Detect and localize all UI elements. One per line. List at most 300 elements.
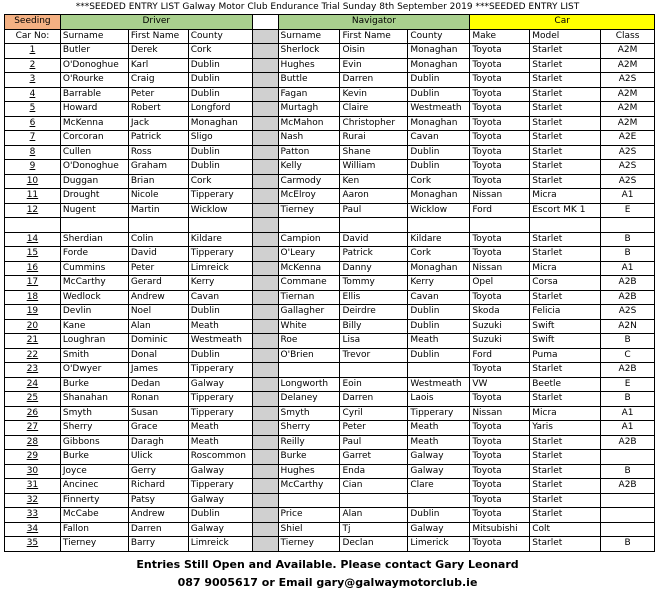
car-number: 16	[5, 261, 61, 276]
driver-county: Cork	[188, 174, 252, 189]
car-model: Starlet	[530, 131, 601, 146]
driver-first-name: Patrick	[128, 131, 188, 146]
car-class: B	[601, 334, 655, 349]
driver-surname: Barrable	[60, 87, 128, 102]
navigator-first-name: Claire	[340, 102, 408, 117]
spacer-cell	[252, 102, 278, 117]
driver-first-name: Grace	[128, 421, 188, 436]
navigator-surname: Hughes	[278, 58, 340, 73]
car-make: Nissan	[470, 261, 530, 276]
car-class: B	[601, 392, 655, 407]
driver-surname: Cullen	[60, 145, 128, 160]
car-class: A2M	[601, 102, 655, 117]
spacer-cell	[252, 247, 278, 262]
driver-county: Tipperary	[188, 363, 252, 378]
spacer-cell	[252, 29, 278, 44]
car-class	[601, 522, 655, 537]
navigator-county: Laois	[408, 392, 470, 407]
footer-contact: 087 9005617 or Email gary@galwaymotorclub.ie	[177, 576, 478, 589]
driver-county: Cavan	[188, 290, 252, 305]
column-header-row	[5, 29, 655, 44]
car-model	[530, 218, 601, 233]
car-class: A2S	[601, 174, 655, 189]
spacer-cell	[252, 189, 278, 204]
car-make: Toyota	[470, 102, 530, 117]
driver-county: Tipperary	[188, 247, 252, 262]
car-number: 12	[5, 203, 61, 218]
navigator-first-name: Kevin	[340, 87, 408, 102]
table-row	[5, 73, 655, 88]
driver-first-name: Susan	[128, 406, 188, 421]
driver-county: Dublin	[188, 73, 252, 88]
navigator-surname: Burke	[278, 450, 340, 465]
car-class: A2B	[601, 276, 655, 291]
driver-first-name: Craig	[128, 73, 188, 88]
driver-first-name: Robert	[128, 102, 188, 117]
make-header: Make	[470, 29, 530, 44]
navigator-first-name: Alan	[340, 508, 408, 523]
car-make: Toyota	[470, 247, 530, 262]
navigator-first-name: Enda	[340, 464, 408, 479]
car-class	[601, 493, 655, 508]
driver-surname: Finnerty	[60, 493, 128, 508]
navigator-county: Dublin	[408, 73, 470, 88]
car-model: Starlet	[530, 232, 601, 247]
navigator-surname-header: Surname	[278, 29, 340, 44]
driver-county: Kildare	[188, 232, 252, 247]
driver-county: Monaghan	[188, 116, 252, 131]
car-make: Toyota	[470, 508, 530, 523]
car-make: Toyota	[470, 421, 530, 436]
car-model: Starlet	[530, 73, 601, 88]
table-row	[5, 189, 655, 204]
driver-surname: McKenna	[60, 116, 128, 131]
spacer-cell	[252, 406, 278, 421]
car-number: 28	[5, 435, 61, 450]
driver-surname: Cummins	[60, 261, 128, 276]
driver-first-name: Daragh	[128, 435, 188, 450]
spacer-cell	[252, 203, 278, 218]
table-row	[5, 58, 655, 73]
car-number: 34	[5, 522, 61, 537]
car-model: Starlet	[530, 145, 601, 160]
car-make: Toyota	[470, 131, 530, 146]
car-number: 7	[5, 131, 61, 146]
navigator-surname: McCarthy	[278, 479, 340, 494]
driver-county: Galway	[188, 464, 252, 479]
driver-first-name: Karl	[128, 58, 188, 73]
car-make: Toyota	[470, 363, 530, 378]
car-class: A2S	[601, 160, 655, 175]
navigator-surname: Roe	[278, 334, 340, 349]
navigator-first-name: Billy	[340, 319, 408, 334]
car-model: Micra	[530, 189, 601, 204]
car-class	[601, 508, 655, 523]
driver-county-header: County	[188, 29, 252, 44]
navigator-first-name-header: First Name	[340, 29, 408, 44]
driver-county: Dublin	[188, 348, 252, 363]
driver-first-name: Patsy	[128, 493, 188, 508]
car-model: Starlet	[530, 174, 601, 189]
car-model: Escort MK 1	[530, 203, 601, 218]
driver-surname: O'Rourke	[60, 73, 128, 88]
driver-county: Tipperary	[188, 189, 252, 204]
table-row	[5, 537, 655, 552]
table-row	[5, 392, 655, 407]
navigator-county: Galway	[408, 464, 470, 479]
navigator-county: Tipperary	[408, 406, 470, 421]
driver-first-name: Ross	[128, 145, 188, 160]
car-number: 20	[5, 319, 61, 334]
navigator-county: Wicklow	[408, 203, 470, 218]
spacer-cell	[252, 131, 278, 146]
driver-surname: Loughran	[60, 334, 128, 349]
car-model: Starlet	[530, 102, 601, 117]
navigator-surname: Tierney	[278, 537, 340, 552]
table-row	[5, 348, 655, 363]
car-model: Swift	[530, 334, 601, 349]
navigator-first-name: Declan	[340, 537, 408, 552]
car-class: A2B	[601, 479, 655, 494]
car-class: A1	[601, 189, 655, 204]
spacer-cell	[252, 450, 278, 465]
car-class: C	[601, 348, 655, 363]
driver-surname: Duggan	[60, 174, 128, 189]
driver-surname: O'Donoghue	[60, 58, 128, 73]
driver-surname: McCarthy	[60, 276, 128, 291]
class-header: Class	[601, 29, 655, 44]
footer-entries-open: Entries Still Open and Available. Please contact Gary Leonard	[136, 558, 519, 571]
car-number: 2	[5, 58, 61, 73]
navigator-first-name: Ken	[340, 174, 408, 189]
car-number: 19	[5, 305, 61, 320]
car-class: B	[601, 464, 655, 479]
car-class: B	[601, 232, 655, 247]
navigator-surname	[278, 493, 340, 508]
spacer-cell	[252, 218, 278, 233]
car-class: A2M	[601, 44, 655, 59]
car-model: Starlet	[530, 44, 601, 59]
navigator-first-name: Lisa	[340, 334, 408, 349]
table-row	[5, 479, 655, 494]
table-row	[5, 145, 655, 160]
driver-first-name: Nicole	[128, 189, 188, 204]
car-number: 8	[5, 145, 61, 160]
spacer-cell	[252, 319, 278, 334]
navigator-county: Monaghan	[408, 44, 470, 59]
navigator-surname: McKenna	[278, 261, 340, 276]
navigator-surname: Fagan	[278, 87, 340, 102]
navigator-county: Monaghan	[408, 261, 470, 276]
car-number: 30	[5, 464, 61, 479]
car-make: Ford	[470, 203, 530, 218]
car-class: A2S	[601, 73, 655, 88]
navigator-first-name: Aaron	[340, 189, 408, 204]
car-class: A2N	[601, 319, 655, 334]
car-number: 32	[5, 493, 61, 508]
table-row	[5, 247, 655, 262]
driver-surname: Forde	[60, 247, 128, 262]
car-class	[601, 218, 655, 233]
car-number	[5, 218, 61, 233]
car-make: Toyota	[470, 392, 530, 407]
spacer-cell	[252, 464, 278, 479]
navigator-county: Dublin	[408, 145, 470, 160]
driver-first-name: Jack	[128, 116, 188, 131]
table-row	[5, 218, 655, 233]
car-model: Starlet	[530, 493, 601, 508]
navigator-surname	[278, 218, 340, 233]
car-number: 33	[5, 508, 61, 523]
spacer-cell	[252, 334, 278, 349]
car-model: Micra	[530, 406, 601, 421]
driver-surname: Nugent	[60, 203, 128, 218]
driver-county: Meath	[188, 319, 252, 334]
car-number: 18	[5, 290, 61, 305]
driver-county: Dublin	[188, 508, 252, 523]
spacer-cell	[252, 160, 278, 175]
navigator-county: Westmeath	[408, 102, 470, 117]
car-number: 31	[5, 479, 61, 494]
navigator-first-name: Paul	[340, 203, 408, 218]
car-number: 4	[5, 87, 61, 102]
navigator-county: Kildare	[408, 232, 470, 247]
car-header: Car	[470, 15, 655, 30]
car-make: Toyota	[470, 464, 530, 479]
navigator-county: Monaghan	[408, 189, 470, 204]
car-number: 23	[5, 363, 61, 378]
table-row	[5, 102, 655, 117]
spacer-cell	[252, 493, 278, 508]
driver-first-name: David	[128, 247, 188, 262]
car-model: Starlet	[530, 392, 601, 407]
driver-surname: Smith	[60, 348, 128, 363]
driver-surname: Wedlock	[60, 290, 128, 305]
spacer-cell	[252, 363, 278, 378]
car-make: Toyota	[470, 116, 530, 131]
car-class: A2S	[601, 145, 655, 160]
driver-surname: Devlin	[60, 305, 128, 320]
navigator-surname: Longworth	[278, 377, 340, 392]
spacer-cell	[252, 58, 278, 73]
driver-first-name: Darren	[128, 522, 188, 537]
driver-first-name-header: First Name	[128, 29, 188, 44]
car-make: Toyota	[470, 73, 530, 88]
car-make: Toyota	[470, 290, 530, 305]
navigator-county: Cork	[408, 174, 470, 189]
car-class: A1	[601, 421, 655, 436]
driver-surname: O'Donoghue	[60, 160, 128, 175]
navigator-county-header: County	[408, 29, 470, 44]
navigator-surname: Shiel	[278, 522, 340, 537]
table-row	[5, 261, 655, 276]
navigator-first-name: David	[340, 232, 408, 247]
car-number: 9	[5, 160, 61, 175]
navigator-first-name: Deirdre	[340, 305, 408, 320]
navigator-county: Galway	[408, 450, 470, 465]
navigator-county: Monaghan	[408, 58, 470, 73]
car-model: Starlet	[530, 160, 601, 175]
car-make: Toyota	[470, 493, 530, 508]
driver-surname	[60, 218, 128, 233]
car-make: Toyota	[470, 174, 530, 189]
car-make: Opel	[470, 276, 530, 291]
navigator-county: Galway	[408, 522, 470, 537]
driver-first-name: Andrew	[128, 290, 188, 305]
table-row	[5, 131, 655, 146]
navigator-first-name: Ellis	[340, 290, 408, 305]
table-row	[5, 508, 655, 523]
car-number: 24	[5, 377, 61, 392]
navigator-surname: Commane	[278, 276, 340, 291]
navigator-surname: Carmody	[278, 174, 340, 189]
car-model: Starlet	[530, 537, 601, 552]
navigator-county: Dublin	[408, 348, 470, 363]
navigator-first-name: Paul	[340, 435, 408, 450]
navigator-surname: McElroy	[278, 189, 340, 204]
navigator-header: Navigator	[278, 15, 470, 30]
spacer-cell	[252, 145, 278, 160]
navigator-surname: Tiernan	[278, 290, 340, 305]
car-make: Toyota	[470, 160, 530, 175]
car-class: A2M	[601, 87, 655, 102]
navigator-county: Cavan	[408, 131, 470, 146]
page-title: ***SEEDED ENTRY LIST Galway Motor Club Endurance Trial Sunday 8th September 2019 ***SEEDED ENTRY LIST	[75, 2, 580, 12]
car-number: 21	[5, 334, 61, 349]
navigator-first-name: Rurai	[340, 131, 408, 146]
navigator-surname: Sherry	[278, 421, 340, 436]
navigator-county: Dublin	[408, 319, 470, 334]
navigator-county: Kerry	[408, 276, 470, 291]
driver-county: Meath	[188, 435, 252, 450]
car-class: A1	[601, 406, 655, 421]
navigator-surname: Smyth	[278, 406, 340, 421]
table-row	[5, 493, 655, 508]
car-number: 26	[5, 406, 61, 421]
navigator-surname: O'Brien	[278, 348, 340, 363]
navigator-county: Dublin	[408, 305, 470, 320]
car-make: Toyota	[470, 87, 530, 102]
car-model: Starlet	[530, 363, 601, 378]
driver-county: Limreick	[188, 261, 252, 276]
driver-first-name: Donal	[128, 348, 188, 363]
car-no-header: Car No:	[5, 29, 61, 44]
car-number: 5	[5, 102, 61, 117]
car-make: Nissan	[470, 189, 530, 204]
car-model: Swift	[530, 319, 601, 334]
driver-first-name: Brian	[128, 174, 188, 189]
driver-header: Driver	[60, 15, 252, 30]
navigator-county: Westmeath	[408, 377, 470, 392]
driver-first-name: Ulick	[128, 450, 188, 465]
navigator-first-name: Darren	[340, 392, 408, 407]
driver-county: Dublin	[188, 58, 252, 73]
driver-first-name: Dominic	[128, 334, 188, 349]
spacer-cell	[252, 174, 278, 189]
table-row	[5, 406, 655, 421]
car-class: A1	[601, 261, 655, 276]
navigator-first-name: William	[340, 160, 408, 175]
driver-county: Dublin	[188, 145, 252, 160]
car-make: Toyota	[470, 232, 530, 247]
car-make: Toyota	[470, 450, 530, 465]
car-make: Toyota	[470, 479, 530, 494]
navigator-surname: Gallagher	[278, 305, 340, 320]
car-make: Ford	[470, 348, 530, 363]
car-number: 17	[5, 276, 61, 291]
spacer-cell	[252, 305, 278, 320]
spacer-cell	[252, 44, 278, 59]
driver-surname: Corcoran	[60, 131, 128, 146]
table-row	[5, 174, 655, 189]
navigator-county: Dublin	[408, 160, 470, 175]
car-number: 22	[5, 348, 61, 363]
car-class: A2B	[601, 290, 655, 305]
table-row	[5, 450, 655, 465]
navigator-first-name: Garret	[340, 450, 408, 465]
driver-county: Tipperary	[188, 406, 252, 421]
table-row	[5, 116, 655, 131]
table-row	[5, 522, 655, 537]
car-number: 25	[5, 392, 61, 407]
navigator-county: Cavan	[408, 290, 470, 305]
car-make: VW	[470, 377, 530, 392]
driver-county: Meath	[188, 421, 252, 436]
driver-surname: Howard	[60, 102, 128, 117]
car-model: Micra	[530, 261, 601, 276]
navigator-surname: Delaney	[278, 392, 340, 407]
driver-first-name: Richard	[128, 479, 188, 494]
navigator-county: Meath	[408, 334, 470, 349]
navigator-county: Dublin	[408, 87, 470, 102]
driver-first-name: Dedan	[128, 377, 188, 392]
car-make: Skoda	[470, 305, 530, 320]
car-class: A2M	[601, 58, 655, 73]
driver-surname: Joyce	[60, 464, 128, 479]
seeding-header: Seeding	[5, 15, 61, 30]
driver-county: Longford	[188, 102, 252, 117]
driver-first-name: Colin	[128, 232, 188, 247]
navigator-county: Meath	[408, 421, 470, 436]
table-row	[5, 160, 655, 175]
car-class: B	[601, 537, 655, 552]
driver-first-name: Noel	[128, 305, 188, 320]
driver-surname: Gibbons	[60, 435, 128, 450]
car-class: A2S	[601, 305, 655, 320]
car-make: Toyota	[470, 58, 530, 73]
driver-surname: Burke	[60, 377, 128, 392]
table-row	[5, 305, 655, 320]
navigator-county	[408, 493, 470, 508]
driver-county: Cork	[188, 44, 252, 59]
navigator-county: Clare	[408, 479, 470, 494]
driver-surname: Burke	[60, 450, 128, 465]
driver-surname: Shanahan	[60, 392, 128, 407]
car-model: Starlet	[530, 247, 601, 262]
spacer-cell	[252, 87, 278, 102]
navigator-county: Limerick	[408, 537, 470, 552]
navigator-county: Dublin	[408, 508, 470, 523]
driver-county: Limreick	[188, 537, 252, 552]
navigator-first-name: Darren	[340, 73, 408, 88]
table-row	[5, 232, 655, 247]
driver-county: Dublin	[188, 305, 252, 320]
navigator-county	[408, 363, 470, 378]
car-model: Starlet	[530, 464, 601, 479]
navigator-county: Cork	[408, 247, 470, 262]
driver-surname: Fallon	[60, 522, 128, 537]
car-number: 10	[5, 174, 61, 189]
